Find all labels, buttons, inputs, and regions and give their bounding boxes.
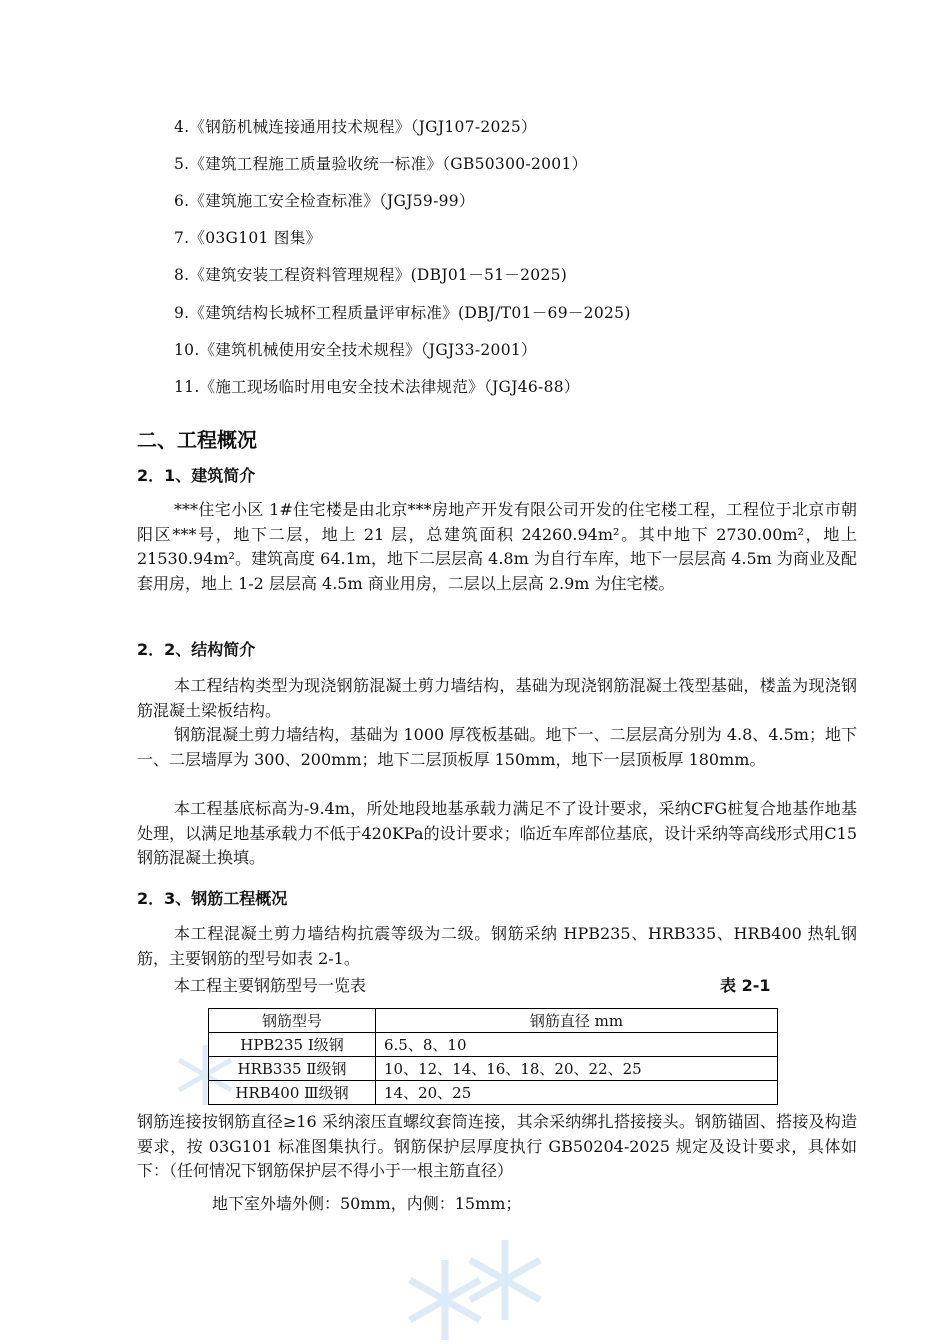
reference-item: 7.《03G101 图集》 <box>174 229 322 247</box>
reference-item: 11.《施工现场临时用电安全技术法律规范》（JGJ46-88） <box>174 378 580 396</box>
reference-item: 4.《钢筋机械连接通用技术规程》（JGJ107-2025） <box>174 118 537 136</box>
reference-item: 8.《建筑安装工程资料管理规程》(DBJ01－51－2025) <box>174 266 568 284</box>
table-cell: 6.5、8、10 <box>376 1033 778 1057</box>
structure-paragraph-3: 本工程基底标高为-9.4m，所处地段地基承载力满足不了设计要求，采纳CFG桩复合地基作地基处理，以满足地基承载力不低于420KPa的设计要求；临近车库部位基底，设计采纳等高线形式用C15钢筋混凝土换填。 <box>137 799 857 867</box>
structure-paragraph-2: 钢筋混凝土剪力墙结构，基础为 1000 厚筏板基础。地下一、二层层高分别为 4.8、4.5m；地下一、二层墙厚为 300、200mm；地下二层顶板厚 150mm，地下一层顶板厚 180mm。 <box>137 725 857 769</box>
table-cell: HPB235 Ⅰ级钢 <box>209 1033 376 1057</box>
reference-item: 5.《建筑工程施工质量验收统一标准》（GB50300-2001） <box>174 155 588 173</box>
table-cell: 14、20、25 <box>376 1081 778 1105</box>
building-intro-paragraph: ***住宅小区 1#住宅楼是由北京***房地产开发有限公司开发的住宅楼工程，工程位于北京市朝阳区***号，地下二层，地上 21 层，总建筑面积 24260.94m²。其中地下 2730.00m²，地上 21530.94m²。建筑高度 64.1m，地下二层层高 4.8m 为自行车库，地下一层层高 4.5m 为商业及配套用房，地上 1-2 层层高 4.5m 商业用房，二层以上层高 2.9m 为住宅楼。 <box>137 500 857 593</box>
subsection-heading-2-1: 2．1、建筑简介 <box>137 466 256 485</box>
rebar-paragraph-1: 本工程混凝土剪力墙结构抗震等级为二级。钢筋采纳 HPB235、HRB335、HRB400 热轧钢筋，主要钢筋的型号如表 2-1。 <box>137 924 857 968</box>
reference-item: 10.《建筑机械使用安全技术规程》（JGJ33-2001） <box>174 341 537 359</box>
table-row <box>209 1033 778 1057</box>
table-cell: 10、12、14、16、18、20、22、25 <box>376 1057 778 1081</box>
table-header-row <box>209 1009 778 1033</box>
table-caption: 本工程主要钢筋型号一览表 <box>174 976 367 995</box>
rebar-type-table <box>208 1008 778 1105</box>
table-header-cell: 钢筋直径 mm <box>376 1009 778 1033</box>
table-number: 表 2-1 <box>720 976 771 995</box>
snowflake-watermark-icon <box>400 1240 550 1340</box>
table-row <box>209 1081 778 1105</box>
subsection-heading-2-2: 2．2、结构简介 <box>137 640 256 659</box>
table-row <box>209 1057 778 1081</box>
section-heading: 二、工程概况 <box>137 428 257 452</box>
table-cell: HRB400 Ⅲ级钢 <box>209 1081 376 1105</box>
subsection-heading-2-3: 2．3、钢筋工程概况 <box>137 889 288 908</box>
reference-item: 9.《建筑结构长城杯工程质量评审标准》(DBJ/T01－69－2025) <box>174 304 631 322</box>
table-header-cell: 钢筋型号 <box>209 1009 376 1033</box>
rebar-cover-line: 地下室外墙外侧：50mm，内侧：15mm； <box>212 1194 522 1213</box>
table-cell: HRB335 Ⅱ级钢 <box>209 1057 376 1081</box>
structure-paragraph-1: 本工程结构类型为现浇钢筋混凝土剪力墙结构，基础为现浇钢筋混凝土筏型基础，楼盖为现浇钢筋混凝土梁板结构。 <box>137 676 857 720</box>
reference-item: 6.《建筑施工安全检查标准》（JGJ59-99） <box>174 192 475 210</box>
rebar-paragraph-2: 钢筋连接按钢筋直径≥16 采纳滚压直螺纹套筒连接，其余采纳绑扎搭接接头。钢筋锚固、搭接及构造要求，按 03G101 标准图集执行。钢筋保护层厚度执行 GB50204-2025 规定及设计要求，具体如下：（任何情况下钢筋保护层不得小于一根主筋直径） <box>137 1112 857 1180</box>
